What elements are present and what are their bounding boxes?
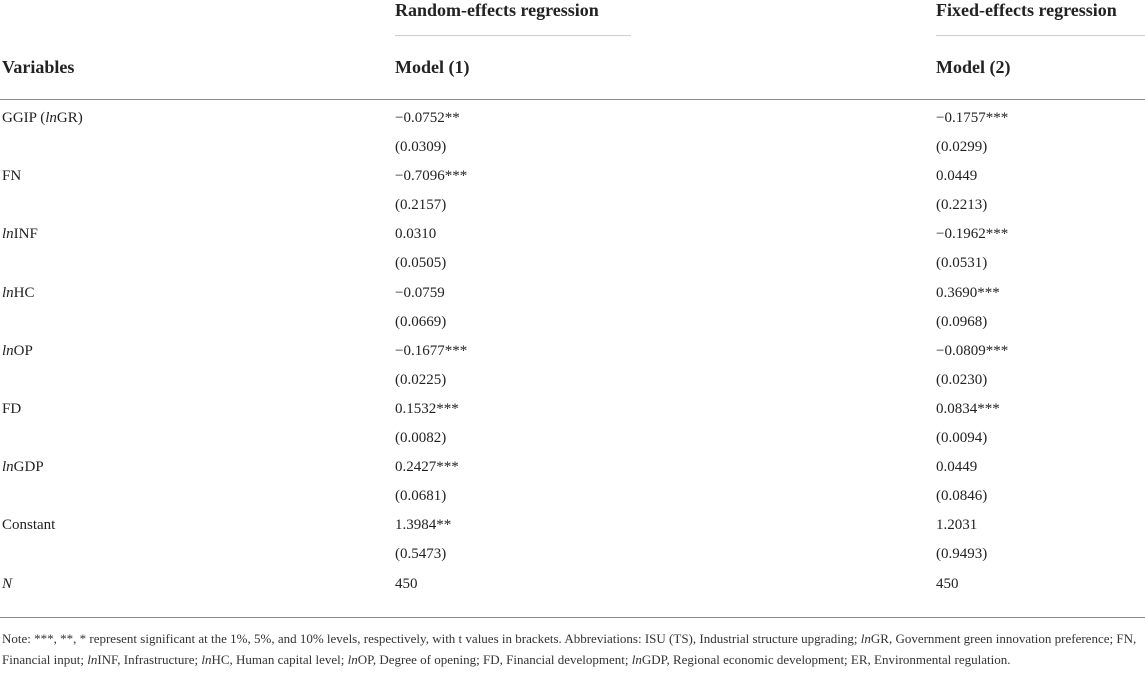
model-1-cell: (0.2157) — [395, 197, 447, 214]
model-1-cell: −0.1677*** — [395, 342, 468, 359]
model-2-cell: (0.0968) — [936, 313, 988, 330]
variable-cell: lnHC — [2, 284, 35, 301]
model-2-cell: (0.0094) — [936, 430, 988, 447]
table-row — [0, 366, 1145, 395]
table-row — [0, 279, 1145, 308]
table-row — [0, 395, 1145, 424]
model-1-cell: 0.1532*** — [395, 400, 459, 417]
model-1-cell: (0.0309) — [395, 139, 447, 156]
model-2-cell: −0.1962*** — [936, 226, 1009, 243]
column-header-model-2: Model (2) — [936, 57, 1011, 77]
model-2-cell: (0.0531) — [936, 255, 988, 272]
model-2-cell: (0.0299) — [936, 139, 988, 156]
group-header-random-effects: Random-effects regression — [395, 0, 599, 20]
model-2-cell: (0.2213) — [936, 197, 988, 214]
variable-cell: Constant — [2, 517, 56, 534]
table-body — [0, 104, 1145, 599]
variable-cell: lnINF — [2, 226, 38, 243]
model-2-cell: (0.0846) — [936, 488, 988, 505]
model-2-cell: 0.0449 — [936, 168, 978, 185]
table-row — [0, 453, 1145, 482]
model-2-cell: −0.0809*** — [936, 342, 1009, 359]
model-2-cell: 0.0449 — [936, 459, 978, 476]
table-row — [0, 220, 1145, 249]
column-header-variables: Variables — [2, 57, 75, 77]
table-row — [0, 308, 1145, 337]
table-row — [0, 424, 1145, 453]
table-note: Note: ***, **, * represent significant at the 1%, 5%, and 10% levels, respectively, with t values in brackets. Abbreviations: ISU (TS), Industrial structure upgrading; lnGR, Government green innovation preference; FN, Financial input; lnINF, Infrastructure; lnHC, Human capital level; lnOP, Degree of opening; FD, Financial development; lnGDP, Regional economic development; ER, Environmental regulation. — [2, 631, 1137, 667]
model-2-cell: (0.0230) — [936, 371, 988, 388]
group-header-fixed-effects: Fixed-effects regression — [936, 0, 1117, 20]
variable-cell: lnOP — [2, 342, 33, 359]
model-1-cell: 1.3984** — [395, 517, 452, 534]
model-1-cell: 450 — [395, 575, 418, 592]
model-2-cell: 450 — [936, 575, 959, 592]
model-1-cell: (0.0505) — [395, 255, 447, 272]
table-bottom-rule — [0, 617, 1145, 618]
model-1-cell: (0.0225) — [395, 371, 447, 388]
model-1-cell: −0.0752** — [395, 110, 460, 126]
variable-cell: FN — [2, 168, 22, 185]
model-2-cell: (0.9493) — [936, 546, 988, 563]
variable-cell: N — [2, 575, 13, 592]
table-row — [0, 337, 1145, 366]
model-2-cell: 0.3690*** — [936, 284, 1000, 301]
variable-cell: lnGDP — [2, 459, 44, 476]
model-1-cell: (0.0669) — [395, 313, 447, 330]
model-1-cell: −0.7096*** — [395, 168, 468, 185]
model-1-cell: (0.5473) — [395, 546, 447, 563]
model-2-cell: −0.1757*** — [936, 110, 1009, 126]
model-1-cell: 0.0310 — [395, 226, 437, 243]
table-row — [0, 570, 1145, 599]
model-2-cell: 0.0834*** — [936, 400, 1000, 417]
table-row — [0, 249, 1145, 278]
model-1-cell: 0.2427*** — [395, 459, 459, 476]
model-1-cell: −0.0759 — [395, 284, 445, 301]
table-row — [0, 104, 1145, 133]
column-header-model-1: Model (1) — [395, 57, 470, 77]
model-1-cell: (0.0681) — [395, 488, 447, 505]
column-header-row — [0, 36, 1145, 100]
model-1-cell: (0.0082) — [395, 430, 447, 447]
table-row — [0, 540, 1145, 569]
table-row — [0, 482, 1145, 511]
table-row — [0, 511, 1145, 540]
model-2-cell: 1.2031 — [936, 517, 978, 534]
table-row — [0, 162, 1145, 191]
variable-cell: GGIP (lnGR) — [2, 110, 83, 126]
variable-cell: FD — [2, 400, 22, 417]
table-row — [0, 133, 1145, 162]
table-row — [0, 191, 1145, 220]
